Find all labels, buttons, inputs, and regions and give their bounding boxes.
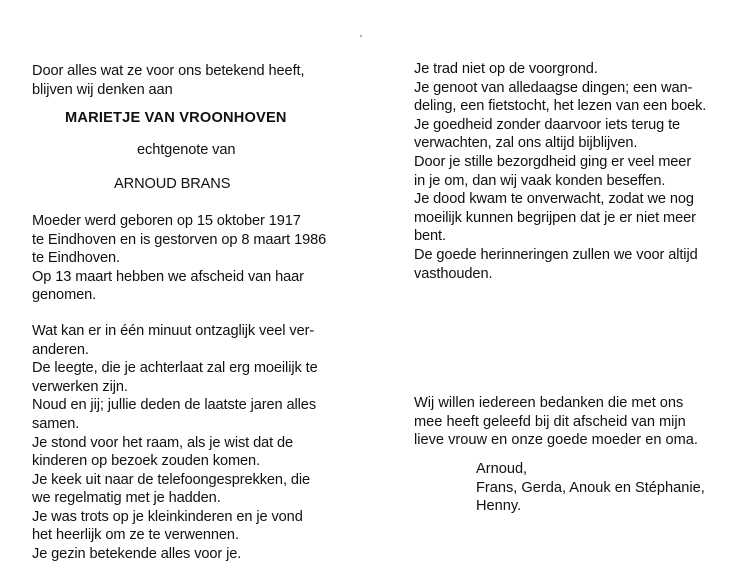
farewell-line: Op 13 maart hebben we afscheid van haar — [32, 268, 304, 285]
poem-line: we regelmatig met je hadden. — [32, 490, 221, 507]
paper-speck — [360, 35, 362, 37]
verse-line: moeilijk kunnen begrijpen dat je er niet meer — [414, 209, 696, 226]
verse-line: vasthouden. — [414, 265, 493, 282]
spouse-label: echtgenote van — [137, 141, 236, 158]
poem-line: samen. — [32, 415, 80, 432]
birth-line: te Eindhoven en is gestorven op 8 maart 1986 — [32, 231, 327, 248]
signer-line: Frans, Gerda, Anouk en Stéphanie, — [476, 479, 705, 496]
verse-line: Je genoot van alledaagse dingen; een wan- — [414, 79, 693, 96]
intro-line: blijven wij denken aan — [32, 81, 173, 98]
verse-line: Je goedheid zonder daarvoor iets terug te — [414, 116, 681, 133]
poem-line: Je gezin betekende alles voor je. — [32, 546, 242, 563]
verse-line: in je om, dan wij vaak konden beseffen. — [414, 172, 666, 189]
verse-line: Je trad niet op de voorgrond. — [414, 61, 598, 77]
intro-line: Door alles wat ze voor ons betekend heeft, — [32, 63, 305, 79]
verse-line: deling, een fietstocht, het lezen van een boek. — [414, 98, 707, 115]
birth-line: Moeder werd geboren op 15 oktober 1917 — [32, 212, 301, 229]
thanks-line: Wij willen iedereen bedanken die met ons — [414, 395, 684, 411]
signer-line: Arnoud, — [476, 461, 528, 477]
verse-line: De goede herinneringen zullen we voor altijd — [414, 246, 698, 263]
thanks-paragraph — [414, 394, 714, 450]
verse-line: verwachten, zal ons altijd bijblijven. — [414, 135, 638, 152]
poem-line: verwerken zijn. — [32, 378, 128, 395]
signers-block — [476, 460, 716, 516]
poem-line: Je was trots op je kleinkinderen en je vond — [32, 508, 303, 525]
right-column — [414, 60, 714, 283]
poem-line: Je keek uit naar de telefoongesprekken, die — [32, 471, 311, 488]
poem-line: Noud en jij; jullie deden de laatste jaren alles — [32, 397, 317, 414]
birth-line: te Eindhoven. — [32, 250, 120, 267]
spouse-name: ARNOUD BRANS — [114, 176, 231, 193]
poem-line: Wat kan er in één minuut ontzaglijk veel ver- — [32, 322, 315, 339]
poem-line: het heerlijk om ze te verwennen. — [32, 527, 239, 544]
verse-line: Je dood kwam te onverwacht, zodat we nog — [414, 191, 694, 208]
thanks-line: mee heeft geleefd bij dit afscheid van mijn — [414, 413, 686, 430]
thanks-line: lieve vrouw en onze goede moeder en oma. — [414, 432, 698, 449]
signer-line: Henny. — [476, 498, 522, 515]
poem-line: anderen. — [32, 341, 89, 358]
farewell-line: genomen. — [32, 287, 97, 304]
left-column — [32, 62, 352, 564]
poem-line: kinderen op bezoek zouden komen. — [32, 453, 261, 470]
deceased-name: MARIETJE VAN VROONHOVEN — [65, 110, 287, 127]
verse-line: Door je stille bezorgdheid ging er veel meer — [414, 153, 692, 170]
poem-line: Je stond voor het raam, als je wist dat de — [32, 434, 294, 451]
poem-line: De leegte, die je achterlaat zal erg moeilijk te — [32, 360, 318, 377]
verse-line: bent. — [414, 228, 446, 245]
